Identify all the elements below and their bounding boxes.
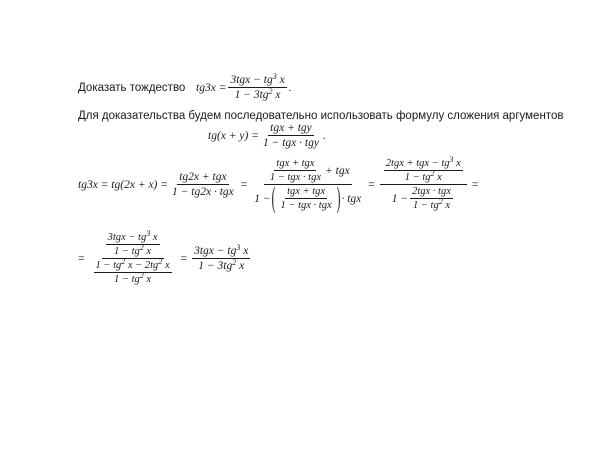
addition-num: tgx + tgy: [270, 122, 312, 134]
step2-bot-den-exp: 2: [139, 271, 144, 280]
identity-formula: [196, 74, 292, 101]
step1-frac3-den-frac: [410, 186, 453, 211]
step1-frac3-den-den-a: 1 − tg: [412, 200, 439, 211]
step1-frac1: [170, 171, 236, 198]
identity-den: 1 − 3tg: [234, 89, 269, 101]
step2-eq2: =: [180, 252, 188, 265]
step1-lhs: tg3x = tg(2x + x) =: [78, 178, 169, 191]
addition-lhs: tg(x + y) =: [208, 129, 259, 142]
step2-bot-num-c: x: [162, 260, 170, 271]
step2-big-den: [90, 259, 176, 285]
step1-derivation: [78, 155, 481, 215]
step1-frac3-num-frac: [384, 155, 463, 183]
step2-eq1: =: [78, 252, 85, 265]
step2-result-frac: [192, 245, 250, 272]
step1-frac1-den: 1 − tg2x · tgx: [172, 186, 234, 198]
step1-frac2-inner-num: tgx + tgx: [276, 158, 315, 169]
step2-bot-num-b: x − 2tg: [125, 260, 159, 271]
identity-lhs: tg3x =: [196, 81, 227, 94]
step1-frac2-den-tail: · tgx: [341, 192, 362, 205]
step1-frac3-den: [390, 185, 457, 211]
identity-num-exp: 3: [272, 72, 277, 81]
step1-frac3-den-num: 2tgx · tgx: [412, 186, 451, 197]
step1-frac3-den-den-b: x: [442, 200, 451, 211]
step1-frac2-den: [252, 182, 363, 215]
step2-top-num-exp: 3: [146, 229, 151, 238]
identity-den-tail: x: [272, 89, 281, 101]
step1-eq2: =: [368, 178, 375, 191]
step1-frac2-paren-den: 1 − tgx · tgx: [280, 200, 332, 211]
addition-end: .: [322, 129, 326, 142]
step2-top-num-b: x: [150, 232, 158, 243]
step2-top-num-a: 3tgx − tg: [107, 232, 147, 243]
intro-label: Доказать тождество: [78, 82, 186, 94]
step1-frac2-inner-den: 1 − tgx · tgx: [269, 172, 321, 183]
step2-bot-den-a: 1 − tg: [114, 274, 140, 285]
step2-bot-frac: [94, 257, 172, 285]
step1-frac3-num-a: 2tgx + tgx − tg: [385, 158, 450, 169]
identity-den-exp: 2: [268, 87, 273, 96]
step2-res-num-b: x: [240, 245, 249, 257]
step1-frac2-paren-num: tgx + tgx: [287, 186, 326, 197]
step1-frac3-num-den-a: 1 − tg: [404, 172, 431, 183]
addition-den: 1 − tgx · tgy: [262, 137, 319, 149]
step2-res-den-b: x: [236, 260, 245, 272]
step1-eq1: =: [240, 178, 248, 191]
right-paren: ): [336, 182, 341, 215]
step1-frac2: [252, 158, 363, 215]
step1-frac3-num-den-b: x: [434, 172, 442, 183]
step1-frac3-den-den-exp: 2: [438, 197, 443, 206]
step1-frac2-paren-frac: [279, 186, 334, 211]
step1-frac2-den-one: 1 −: [254, 192, 271, 205]
step1-frac2-inner: [268, 158, 323, 183]
step1-eq3: =: [471, 178, 479, 191]
identity-fraction: [228, 74, 286, 101]
step1-frac3-num-den-exp: 2: [430, 169, 435, 178]
step2-big-num: [102, 229, 164, 259]
method-text: Для доказательства будем последовательно использовать формулу сложения аргументов: [78, 110, 564, 122]
step1-frac2-plus: + tgx: [324, 164, 350, 177]
addition-fraction: [261, 122, 321, 149]
step2-big-frac: [90, 229, 176, 285]
step1-frac1-num: tg2x + tgx: [179, 171, 227, 183]
addition-formula: [208, 122, 326, 149]
step2-bot-den-b: x: [143, 274, 152, 285]
step2-bot-num-exp: 2: [121, 257, 126, 266]
step2-res-num-a: 3tgx − tg: [194, 245, 237, 257]
identity-num: 3tgx − tg: [230, 74, 273, 86]
step2-derivation: [78, 229, 252, 285]
step2-bot-num-a: 1 − tg: [95, 260, 122, 271]
step1-frac3-num-b: x: [453, 158, 461, 169]
step1-frac3-num-exp: 3: [449, 155, 454, 164]
step2-top-frac: [106, 229, 160, 257]
identity-end: .: [288, 81, 292, 94]
step1-frac3: [380, 155, 467, 211]
step2-res-den-exp: 2: [232, 258, 237, 267]
step2-res-den-a: 1 − 3tg: [198, 260, 233, 272]
left-paren: (: [271, 182, 276, 215]
identity-num-tail: x: [276, 74, 285, 86]
step2-top-den-exp: 2: [139, 243, 144, 252]
step1-frac3-num: [380, 155, 467, 185]
step2-bot-num-exp2: 2: [158, 257, 163, 266]
step2-top-den-b: x: [143, 246, 152, 257]
step1-frac3-den-one: 1 −: [391, 192, 409, 205]
step2-res-num-exp: 3: [236, 243, 241, 252]
step2-top-den-a: 1 − tg: [114, 246, 140, 257]
step1-frac2-num: [264, 158, 352, 185]
